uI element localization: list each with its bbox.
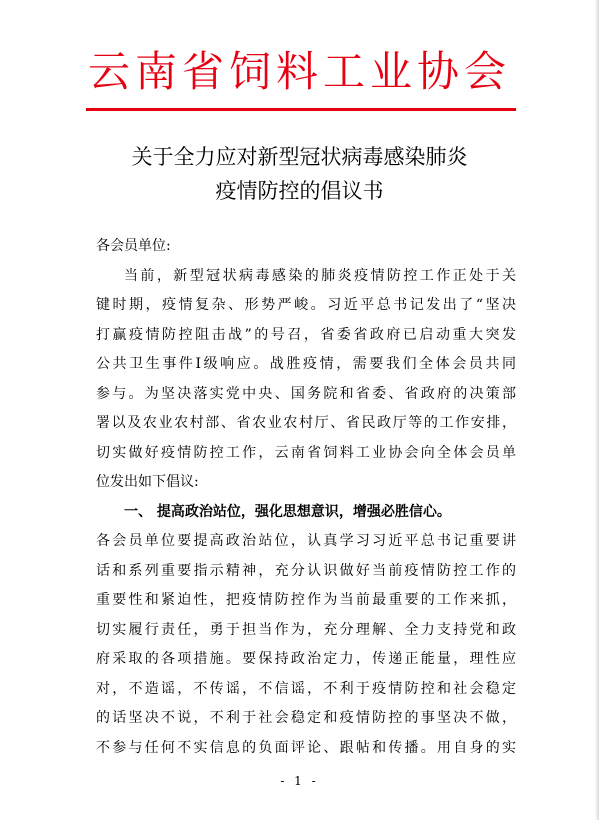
- letterhead-org-name: 云南省饲料工业协会: [87, 47, 511, 96]
- body-line: 打赢疫情防控阻击战”的号召，省委省政府已启动重大突发: [96, 326, 516, 343]
- document-title-line-2: 疫情防控的倡议书: [215, 179, 384, 203]
- body-line: 重要性和紧迫性，把疫情防控作为当前最重要的工作来抓，: [96, 592, 516, 608]
- body-line: 的话坚决不说，不利于社会稳定和疫情防控的事坚决不做，: [96, 710, 516, 726]
- body-line: 切实做好疫情防控工作，云南省饲料工业协会向全体会员单: [96, 444, 516, 461]
- body-line: 各会员单位要提高政治站位，认真学习习近平总书记重要讲: [96, 533, 516, 549]
- body-line: 府采取的各项措施。要保持政治定力，传递正能量，理性应: [96, 651, 516, 667]
- page-edge-shadow: [595, 0, 599, 820]
- body-line: 不参与任何不实信息的负面评论、跟帖和传播。用自身的实: [96, 739, 516, 756]
- body-line: 当前，新型冠状病毒感染的肺炎疫情防控工作正处于关: [124, 267, 516, 284]
- body-line: 对，不造谣，不传谣，不信谣，不利于疫情防控和社会稳定: [96, 680, 516, 697]
- body-line: 署以及农业农村部、省农业农村厅、省民政厅等的工作安排，: [96, 415, 516, 431]
- page-number: - 1 -: [280, 774, 319, 788]
- body-line: 键时期，疫情复杂、形势严峻。习近平总书记发出了“坚决: [96, 297, 516, 313]
- section-heading-1: 一、 提高政治站位，强化思想意识，增强必胜信心。: [124, 503, 451, 520]
- body-line: 公共卫生事件Ⅰ级响应。战胜疫情，需要我们全体会员共同: [96, 356, 516, 372]
- body-line: 切实履行责任，勇于担当作为，充分理解、全力支持党和政: [96, 621, 516, 638]
- document-body: [96, 232, 516, 763]
- body-line: 参与。为坚决落实党中央、国务院和省委、省政府的决策部: [96, 385, 516, 402]
- body-line: 话和系列重要指示精神，充分认识做好当前疫情防控工作的: [96, 562, 516, 579]
- letterhead-red-rule: [86, 108, 516, 111]
- body-line: 位发出如下倡议:: [96, 474, 199, 490]
- document-title-line-1: 关于全力应对新型冠状病毒感染肺炎: [131, 145, 468, 169]
- salutation: 各会员单位:: [96, 238, 171, 254]
